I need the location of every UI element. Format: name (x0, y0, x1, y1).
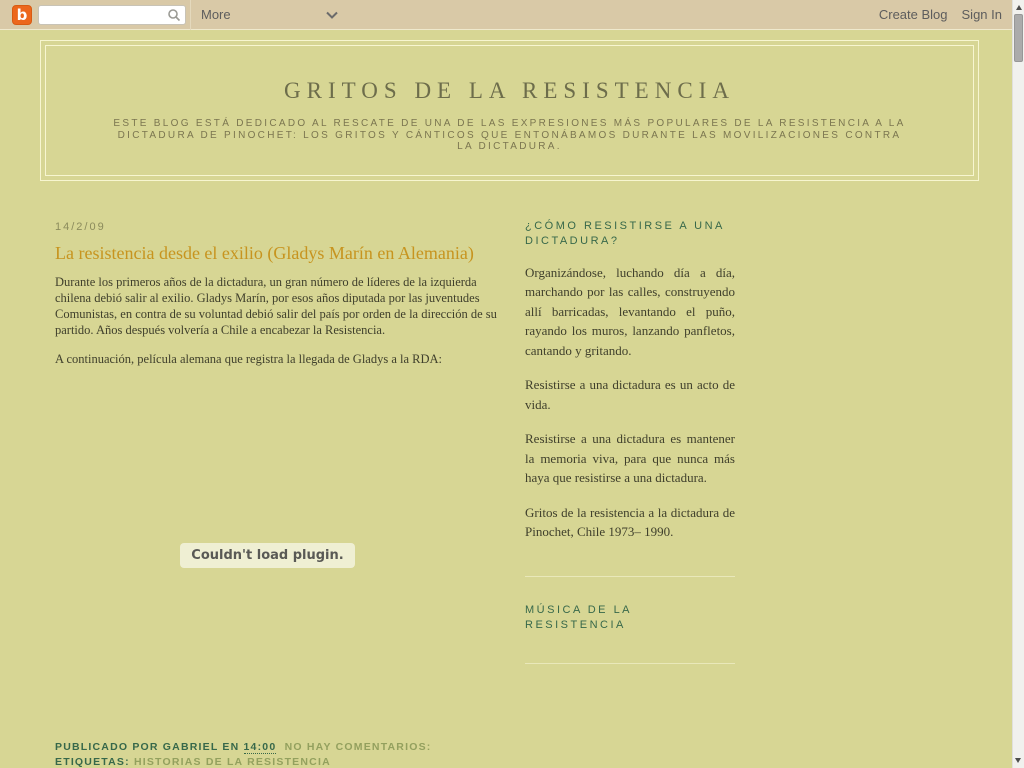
plugin-error-message: Couldn't load plugin. (180, 543, 354, 568)
scrollbar[interactable] (1012, 0, 1024, 768)
blog-description: ESTE BLOG ESTÁ DEDICADO AL RESCATE DE UNA DE LAS EXPRESIONES MÁS POPULARES DE LA RESISTENCIA A LA DICTADURA DE PINOCHET: LOS GRITOS Y CÁNTICOS QUE ENTONÁBAMOS DURANTE LAS MOVILIZACIONES CONTRA LA DICTADURA. (113, 118, 906, 152)
published-by-label: PUBLICADO POR GABRIEL EN (55, 740, 240, 753)
post-body (55, 274, 505, 367)
post-meta-line (55, 740, 505, 755)
more-dropdown-label: More (201, 7, 231, 22)
navbar-search-box (38, 5, 186, 25)
content-area (55, 219, 735, 768)
sidebar-paragraph: Organizándose, luchando día a día, marchando por las calles, construyendo allí barricadas, levantando el puño, rayando los muros, lanzando panfletos, cantando y gritando. (525, 264, 735, 358)
blog-title[interactable]: GRITOS DE LA RESISTENCIA (284, 78, 735, 103)
search-icon[interactable] (167, 8, 181, 22)
labels-label: ETIQUETAS: (55, 755, 130, 768)
sidebar-paragraph: Gritos de la resistencia a la dictadura de Pinochet, Chile 1973– 1990. (525, 504, 735, 539)
post-labels-line (55, 755, 505, 768)
post-paragraph: Durante los primeros años de la dictadura, un gran número de líderes de la izquierda chilena debió salir al exilio. Gladys Marín, por esos años diputada por las juventudes Comunistas, en contra de su voluntad debió salir del país por orden de la dirección de su partido. Años después volvería a Chile a encabezar la Resistencia. (55, 274, 497, 337)
sidebar-paragraph: Resistirse a una dictadura es un acto de vida. (525, 377, 735, 412)
blogger-navbar (0, 0, 1012, 30)
sidebar-divider (525, 576, 735, 577)
post-date: 14/2/09 (55, 220, 106, 233)
blog-header-inner (45, 45, 974, 176)
sidebar-divider (525, 663, 735, 664)
main-column (55, 219, 505, 768)
sign-in-link[interactable]: Sign In (961, 7, 1002, 22)
sidebar-widget-title-music: MÚSICA DE LA RESISTENCIA (525, 603, 632, 631)
search-input[interactable] (43, 7, 167, 23)
scrollbar-thumb[interactable] (1014, 14, 1023, 62)
plugin-embed[interactable] (55, 380, 480, 732)
post-footer (55, 740, 505, 768)
sidebar (525, 219, 735, 768)
more-dropdown[interactable] (190, 0, 348, 30)
blog-header (40, 40, 979, 181)
scroll-up-icon[interactable] (1016, 5, 1022, 10)
scroll-down-icon[interactable] (1015, 758, 1021, 763)
create-blog-link[interactable]: Create Blog (878, 7, 948, 22)
blogger-logo-icon[interactable]: b (12, 5, 32, 25)
sidebar-widget-title-about: ¿CÓMO RESISTIRSE A UNA DICTADURA? (525, 219, 725, 247)
post-title[interactable]: La resistencia desde el exilio (Gladys Marín en Alemania) (55, 242, 474, 263)
post-time-link[interactable]: 14:00 (243, 740, 277, 753)
comments-link[interactable]: NO HAY COMENTARIOS: (284, 740, 432, 753)
label-link[interactable]: HISTORIAS DE LA RESISTENCIA (133, 755, 331, 768)
chevron-down-icon (326, 11, 338, 19)
sidebar-paragraph: Resistirse a una dictadura es mantener la memoria viva, para que nunca más haya que resistirse a una dictadura. (525, 431, 735, 485)
post-paragraph: A continuación, película alemana que registra la llegada de Gladys a la RDA: (55, 351, 443, 366)
navbar-right-links (879, 7, 1012, 22)
